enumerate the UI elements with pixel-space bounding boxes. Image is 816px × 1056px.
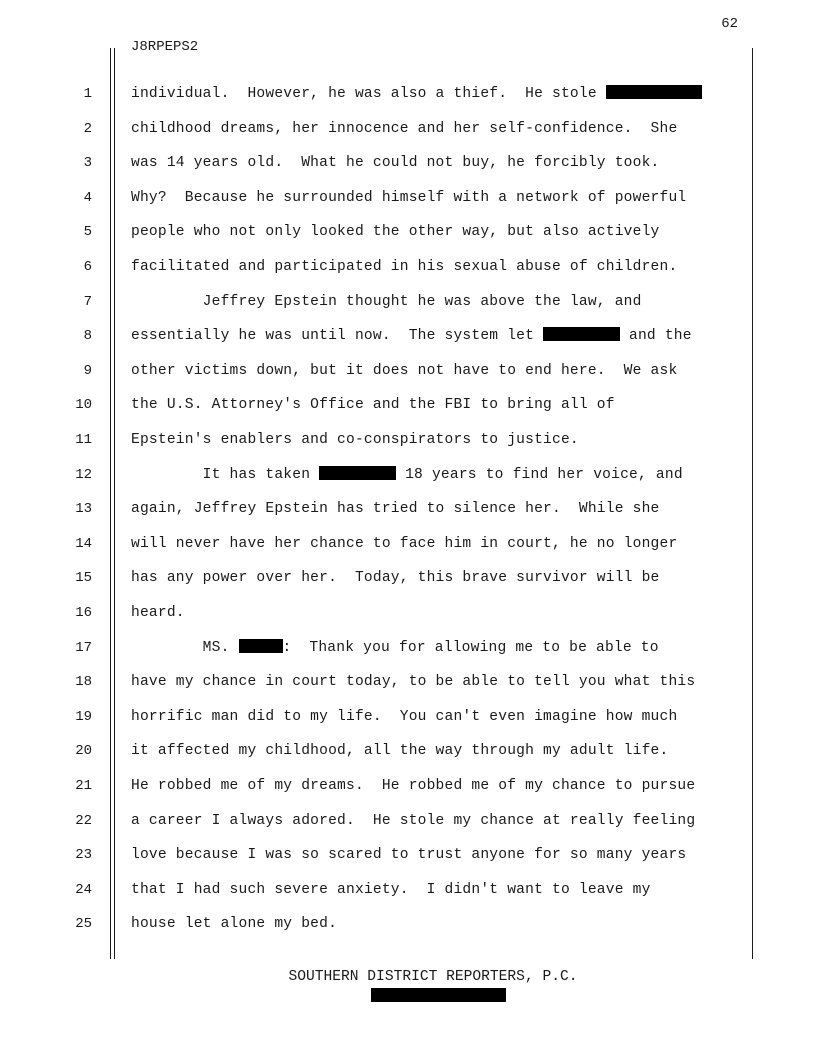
line-number: 13 (75, 501, 92, 518)
transcript-line (0, 153, 816, 177)
transcript-line (0, 499, 816, 523)
line-text-segment: childhood dreams, her innocence and her self-confidence. She (131, 120, 678, 137)
page-number: 62 (721, 16, 738, 32)
line-text-segment: : Thank you for allowing me to be able to (282, 639, 659, 656)
footer-reporter: SOUTHERN DISTRICT REPORTERS, P.C. (288, 969, 578, 985)
line-number: 10 (75, 397, 92, 414)
line-number: 19 (75, 708, 92, 725)
transcript-line (0, 188, 816, 212)
transcript-line (0, 430, 816, 454)
transcript-line (0, 395, 816, 419)
transcript-line (0, 119, 816, 143)
line-text (131, 845, 751, 865)
transcript-line (0, 361, 816, 385)
transcript-line (0, 603, 816, 627)
transcript-line (0, 292, 816, 316)
line-text-segment: has any power over her. Today, this brave survivor will be (131, 570, 660, 587)
line-text-segment: Jeffrey Epstein thought he was above the law, and (131, 293, 642, 310)
line-text (131, 499, 751, 519)
line-number: 15 (75, 570, 92, 587)
line-number: 23 (75, 847, 92, 864)
transcript-line (0, 776, 816, 800)
line-text (131, 84, 751, 104)
line-text (131, 741, 751, 761)
transcript-line (0, 707, 816, 731)
line-text-segment: that I had such severe anxiety. I didn't want to leave my (131, 881, 651, 898)
transcript-line (0, 222, 816, 246)
transcript-line (0, 914, 816, 938)
line-text-segment: again, Jeffrey Epstein has tried to silence her. While she (131, 501, 660, 518)
line-number: 20 (75, 743, 92, 760)
redaction-bar (319, 466, 396, 480)
transcript-line (0, 465, 816, 489)
transcript-line (0, 741, 816, 765)
line-number: 7 (83, 293, 92, 310)
line-text (131, 638, 751, 658)
line-text-segment: facilitated and participated in his sexual abuse of children. (131, 259, 678, 275)
line-text (131, 534, 751, 554)
transcript-line (0, 638, 816, 662)
transcript-line (0, 672, 816, 696)
line-number: 5 (83, 224, 92, 241)
line-text (131, 880, 751, 900)
line-number: 4 (83, 189, 92, 206)
line-text (131, 153, 751, 173)
line-number: 18 (75, 674, 92, 691)
line-number: 1 (83, 86, 92, 102)
line-text (131, 430, 751, 450)
line-number: 22 (75, 812, 92, 829)
transcript-line (0, 880, 816, 904)
line-text-segment: the U.S. Attorney's Office and the FBI to bring all of (131, 397, 615, 414)
transcript-line (0, 326, 816, 350)
line-text (131, 776, 751, 796)
case-id: J8RPEPS2 (131, 39, 199, 55)
line-text-segment: essentially he was until now. The system let (131, 328, 544, 345)
line-number: 24 (75, 881, 92, 898)
line-text-segment: a career I always adored. He stole my chance at really feeling (131, 812, 696, 829)
line-number: 9 (83, 362, 92, 379)
line-text-segment: horrific man did to my life. You can't even imagine how much (131, 708, 678, 725)
line-text-segment: It has taken (131, 466, 320, 483)
redaction-bar (606, 85, 702, 99)
line-number: 12 (75, 466, 92, 483)
line-text-segment: Why? Because he surrounded himself with a network of powerful (131, 189, 687, 206)
line-text-segment: and the (620, 328, 692, 345)
line-text (131, 707, 751, 727)
line-text-segment: love because I was so scared to trust anyone for so many years (131, 847, 687, 864)
line-text (131, 257, 751, 277)
line-number: 6 (83, 259, 92, 275)
redaction-bar (543, 327, 620, 341)
line-number: 25 (75, 916, 92, 933)
transcript-line (0, 845, 816, 869)
line-text-segment: He robbed me of my dreams. He robbed me of my chance to pursue (131, 778, 696, 794)
line-number: 2 (83, 120, 92, 137)
line-number: 8 (83, 328, 92, 345)
line-text (131, 465, 751, 485)
line-text-segment: other victims down, but it does not have to end here. We ask (131, 362, 678, 379)
line-text (131, 222, 751, 242)
line-number: 17 (75, 639, 92, 656)
footer-redaction (371, 988, 506, 1002)
line-number: 16 (75, 605, 92, 621)
line-text (131, 672, 751, 692)
line-text-segment: Epstein's enablers and co-conspirators to justice. (131, 432, 579, 448)
line-text-segment: 18 years to find her voice, and (396, 466, 683, 483)
transcript-line (0, 568, 816, 592)
line-text (131, 326, 751, 346)
line-text-segment: was 14 years old. What he could not buy, he forcibly took. (131, 155, 660, 172)
line-text-segment: will never have her chance to face him in court, he no longer (131, 535, 678, 552)
line-text (131, 395, 751, 415)
redaction-bar (239, 639, 283, 653)
line-text-segment: house let alone my bed. (131, 916, 338, 933)
line-text (131, 603, 751, 623)
line-number: 11 (75, 432, 92, 448)
line-text (131, 119, 751, 139)
line-text (131, 568, 751, 588)
line-number: 21 (75, 778, 92, 794)
transcript-line (0, 84, 816, 108)
line-text-segment: have my chance in court today, to be able to tell you what this (131, 674, 696, 691)
line-text (131, 361, 751, 381)
line-text (131, 811, 751, 831)
line-text-segment: MS. (131, 639, 239, 656)
line-text (131, 292, 751, 312)
line-number: 14 (75, 535, 92, 552)
line-text (131, 188, 751, 208)
line-text-segment: individual. However, he was also a thief. He stole (131, 86, 606, 102)
line-text-segment: heard. (131, 605, 185, 621)
line-number: 3 (83, 155, 92, 172)
line-text-segment: it affected my childhood, all the way through my adult life. (131, 743, 669, 760)
transcript-line (0, 257, 816, 281)
line-text-segment: people who not only looked the other way, but also actively (131, 224, 660, 241)
transcript-line (0, 811, 816, 835)
line-text (131, 914, 751, 934)
transcript-line (0, 534, 816, 558)
